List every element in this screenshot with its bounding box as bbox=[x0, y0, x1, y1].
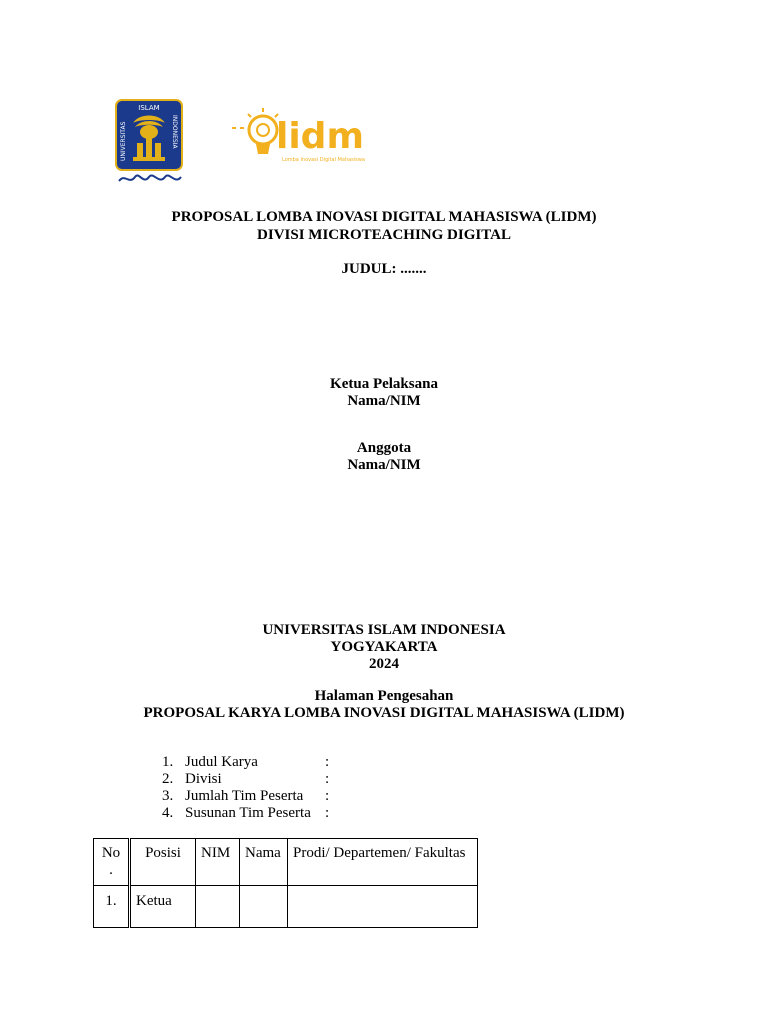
uii-logo-left-text: UNIVERSITAS bbox=[120, 121, 127, 161]
lidm-tagline: Lomba Inovasi Digital Mahasiswa bbox=[282, 157, 365, 163]
uii-logo-right-text: INDONESIA bbox=[171, 115, 178, 149]
cell-nim bbox=[196, 886, 240, 928]
judul-line: JUDUL: ....... bbox=[341, 261, 427, 277]
proposal-title: PROPOSAL LOMBA INOVASI DIGITAL MAHASISWA (LIDM) bbox=[171, 209, 597, 225]
header-nama: Nama bbox=[240, 839, 288, 886]
cell-posisi: Ketua bbox=[130, 886, 196, 928]
uii-logo-top-text: ISLAM bbox=[138, 104, 160, 112]
header-no: No . bbox=[94, 839, 130, 886]
lidm-wordmark: lidm bbox=[276, 116, 364, 157]
anggota-value: Nama/NIM bbox=[347, 457, 421, 473]
list-item-colon: : bbox=[325, 754, 330, 770]
table-header-row bbox=[94, 839, 478, 886]
list-item-label: Divisi bbox=[185, 771, 222, 787]
lidm-logo bbox=[226, 104, 386, 168]
cell-no: 1. bbox=[94, 886, 130, 928]
year: 2024 bbox=[369, 656, 399, 672]
list-item-colon: : bbox=[325, 771, 330, 787]
approval-subheading: PROPOSAL KARYA LOMBA INOVASI DIGITAL MAHASISWA (LIDM) bbox=[143, 705, 625, 721]
list-item bbox=[162, 771, 335, 788]
approval-heading: Halaman Pengesahan bbox=[314, 688, 454, 704]
lightbulb-icon bbox=[232, 108, 278, 154]
anggota-label: Anggota bbox=[356, 440, 412, 456]
list-item-colon: : bbox=[325, 805, 330, 821]
ketua-label: Ketua Pelaksana bbox=[330, 376, 438, 392]
cell-prodi bbox=[288, 886, 478, 928]
team-members-table bbox=[93, 838, 478, 928]
list-item bbox=[162, 754, 335, 771]
university-name: UNIVERSITAS ISLAM INDONESIA bbox=[262, 622, 506, 638]
cell-nama bbox=[240, 886, 288, 928]
uii-logo bbox=[115, 99, 183, 187]
list-item-number: 4. bbox=[162, 805, 174, 821]
city-name: YOGYAKARTA bbox=[330, 639, 438, 655]
list-item-number: 3. bbox=[162, 788, 174, 804]
list-item-colon: : bbox=[325, 788, 330, 804]
arabic-calligraphy-icon bbox=[119, 175, 181, 181]
approval-item-list bbox=[162, 754, 335, 822]
header-nim: NIM bbox=[196, 839, 240, 886]
table-row bbox=[94, 886, 478, 928]
list-item-number: 1. bbox=[162, 754, 174, 770]
list-item-number: 2. bbox=[162, 771, 174, 787]
header-posisi: Posisi bbox=[130, 839, 196, 886]
list-item bbox=[162, 805, 335, 822]
list-item-label: Jumlah Tim Peserta bbox=[185, 788, 304, 804]
list-item bbox=[162, 788, 335, 805]
division-title: DIVISI MICROTEACHING DIGITAL bbox=[257, 227, 511, 243]
list-item-label: Susunan Tim Peserta bbox=[185, 805, 311, 821]
ketua-value: Nama/NIM bbox=[347, 393, 421, 409]
header-prodi: Prodi/ Departemen/ Fakultas bbox=[288, 839, 478, 886]
list-item-label: Judul Karya bbox=[185, 754, 258, 770]
